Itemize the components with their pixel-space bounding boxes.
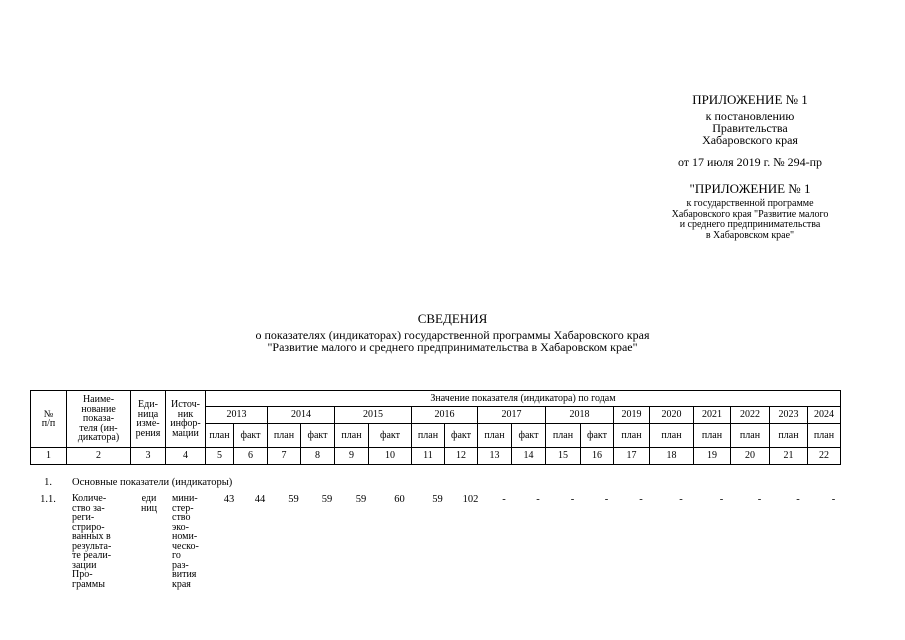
program-appendix-line: Хабаровского края "Развитие малого (671, 208, 829, 220)
item-value: 102 (462, 494, 479, 505)
year-2023: 2023 (770, 407, 808, 424)
appendix-to (630, 110, 870, 146)
column-number: 19 (694, 448, 731, 465)
item-source: мини- стер- ство эко- номи- ческо- го раз- вития края (172, 493, 199, 590)
year-2022: 2022 (731, 407, 770, 424)
item-value: - (757, 494, 762, 505)
item-value: 43 (223, 494, 235, 505)
column-numbers-row (31, 448, 841, 465)
column-number: 16 (581, 448, 614, 465)
item-value: 59 (321, 494, 333, 505)
fact-header: факт (512, 424, 546, 448)
col-number-header: № п/п (31, 391, 67, 448)
item-value: - (639, 494, 643, 505)
fact-header: факт (445, 424, 478, 448)
col-name-header: Наиме- нование показа- теля (ин- дикатора) (67, 391, 131, 448)
fact-header: факт (581, 424, 614, 448)
item-value: - (679, 494, 683, 505)
year-2016: 2016 (412, 407, 478, 424)
column-number: 9 (335, 448, 369, 465)
item-value: 60 (394, 494, 405, 505)
item-number: 1.1. (40, 494, 56, 505)
column-number: 3 (131, 448, 166, 465)
plan-header: план (335, 424, 369, 448)
item-value: - (536, 494, 540, 505)
item-value: - (502, 494, 506, 505)
plan-header: план (206, 424, 234, 448)
section-title: Основные показатели (индикаторы) (72, 477, 233, 488)
subtitle-line: "Развитие малого и среднего предпринимательства в Хабаровском крае" (267, 340, 638, 354)
appendix-date: от 17 июля 2019 г. № 294-пр (677, 155, 823, 169)
column-number: 18 (650, 448, 694, 465)
plan-header: план (650, 424, 694, 448)
item-value: - (796, 494, 800, 505)
plan-header: план (268, 424, 301, 448)
column-number: 4 (166, 448, 206, 465)
section-number: 1. (44, 477, 52, 488)
year-2014: 2014 (268, 407, 335, 424)
program-appendix-line: к государственной программе (686, 198, 814, 209)
item-value: 59 (288, 494, 299, 505)
column-number: 22 (808, 448, 841, 465)
column-number: 5 (206, 448, 234, 465)
document-heading: СВЕДЕНИЯ (417, 311, 488, 326)
item-value: - (831, 494, 836, 505)
col-unit-header: Еди- ница изме- рения (131, 391, 166, 448)
item-unit: еди ниц (140, 493, 158, 514)
program-appendix-line: и среднего предпринимательства (679, 219, 821, 230)
appendix-to-line: Правительства (712, 121, 788, 135)
year-2019: 2019 (614, 407, 650, 424)
indicators-table (30, 390, 841, 465)
column-number: 10 (369, 448, 412, 465)
program-appendix-title: "ПРИЛОЖЕНИЕ № 1 (689, 181, 811, 196)
fact-header: факт (301, 424, 335, 448)
column-number: 12 (445, 448, 478, 465)
appendix-title: ПРИЛОЖЕНИЕ № 1 (692, 92, 808, 107)
year-2015: 2015 (335, 407, 412, 424)
year-2020: 2020 (650, 407, 694, 424)
column-number: 6 (234, 448, 268, 465)
column-number: 2 (67, 448, 131, 465)
plan-header: план (412, 424, 445, 448)
item-value: 59 (432, 494, 443, 505)
column-number: 11 (412, 448, 445, 465)
item-value: 59 (355, 494, 367, 505)
column-number: 17 (614, 448, 650, 465)
column-number: 21 (770, 448, 808, 465)
year-2013: 2013 (206, 407, 268, 424)
column-number: 14 (512, 448, 546, 465)
plan-header: план (614, 424, 650, 448)
year-2024: 2024 (808, 407, 841, 424)
column-number: 1 (31, 448, 67, 465)
subtitle-line: о показателях (индикаторах) государственной программы Хабаровского края (255, 328, 650, 342)
plan-header: план (546, 424, 581, 448)
col-source-header: Источ- ник инфор- мации (166, 391, 206, 448)
appendix-to-line: Хабаровского края (702, 133, 798, 147)
plan-header: план (478, 424, 512, 448)
values-header: Значение показателя (индикатора) по годам (206, 391, 841, 407)
document-subtitle (0, 329, 905, 353)
plan-header: план (770, 424, 808, 448)
item-value: - (604, 494, 609, 505)
year-2017: 2017 (478, 407, 546, 424)
item-name: Количе- ство за- реги- стриро- ванных в результа- те реали- зации Про- граммы (72, 493, 112, 590)
item-value: - (719, 494, 724, 505)
fact-header: факт (369, 424, 412, 448)
plan-header: план (731, 424, 770, 448)
column-number: 13 (478, 448, 512, 465)
item-value: 44 (254, 494, 266, 505)
year-2021: 2021 (694, 407, 731, 424)
plan-header: план (808, 424, 841, 448)
column-number: 15 (546, 448, 581, 465)
column-number: 7 (268, 448, 301, 465)
program-appendix-to (630, 199, 870, 241)
item-value: - (570, 494, 575, 505)
appendix-to-line: к постановлению (705, 109, 795, 123)
column-number: 8 (301, 448, 335, 465)
plan-header: план (694, 424, 731, 448)
fact-header: факт (234, 424, 268, 448)
program-appendix-line: в Хабаровском крае" (705, 229, 795, 241)
column-number: 20 (731, 448, 770, 465)
year-2018: 2018 (546, 407, 614, 424)
